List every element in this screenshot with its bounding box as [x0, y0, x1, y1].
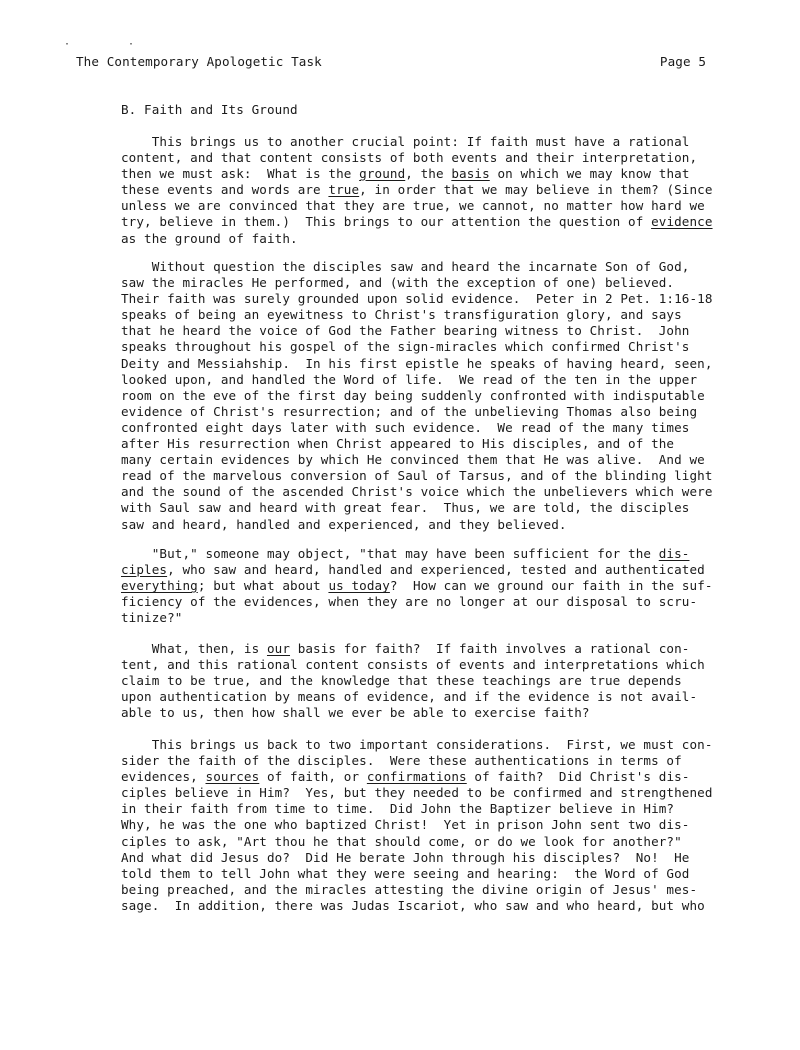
text-line — [121, 182, 741, 198]
text-line — [121, 866, 741, 882]
text-run: basis for faith? If faith involves a rational con- — [290, 641, 690, 656]
text-line — [121, 689, 741, 705]
text-run: evidences, — [121, 769, 206, 785]
text-run: speaks of being an eyewitness to Christ's transfiguration glory, and says — [121, 307, 682, 323]
stray-mark: · — [64, 39, 71, 50]
text-run: Their faith was surely grounded upon solid evidence. Peter in 2 Pet. 1:16-18 — [121, 291, 713, 307]
text-run: that he heard the voice of God the Father bearing witness to Christ. John — [121, 323, 690, 339]
underlined-text: ciples — [121, 562, 168, 578]
text-line — [121, 500, 741, 516]
text-run: "But," someone may object, "that may have been sufficient for the — [121, 546, 659, 561]
text-line — [121, 817, 741, 833]
stray-mark: · — [128, 39, 135, 50]
text-line — [121, 372, 741, 388]
text-run: saw the miracles He performed, and (with the exception of one) believed. — [121, 275, 675, 291]
text-line — [121, 850, 741, 866]
text-run: told them to tell John what they were seeing and hearing: the Word of God — [121, 865, 690, 881]
paragraph-1 — [121, 134, 741, 247]
text-line — [121, 291, 741, 307]
text-run: able to us, then how shall we ever be able to exercise faith? — [121, 705, 590, 721]
text-run: after His resurrection when Christ appeared to His disciples, and of the — [121, 436, 675, 452]
paragraph-4 — [121, 641, 741, 721]
document-title: The Contemporary Apologetic Task — [76, 54, 322, 69]
text-run: This brings us back to two important considerations. First, we must con- — [121, 737, 713, 752]
text-run: , the — [405, 166, 452, 182]
text-line — [121, 166, 741, 182]
text-line — [121, 594, 741, 610]
text-run: , who saw and heard, handled and experienced, tested and authenticated — [167, 562, 705, 578]
text-line — [121, 641, 741, 657]
text-run: And what did Jesus do? Did He berate John through his disciples? No! He — [121, 849, 690, 865]
paragraph-3 — [121, 546, 741, 626]
text-line — [121, 484, 741, 500]
text-line — [121, 801, 741, 817]
text-line — [121, 753, 741, 769]
text-line — [121, 737, 741, 753]
text-run: try, believe in them.) This brings to our attention the question of — [121, 214, 652, 230]
text-run: being preached, and the miracles attesting the divine origin of Jesus' mes- — [121, 881, 698, 897]
text-run: on which we may know that — [489, 166, 690, 182]
text-line — [121, 436, 741, 452]
text-line — [121, 339, 741, 355]
paragraph-2 — [121, 259, 741, 533]
text-line — [121, 673, 741, 689]
text-line — [121, 705, 741, 721]
text-line — [121, 834, 741, 850]
text-run: ? How can we ground our faith in the suf- — [389, 578, 713, 594]
text-line — [121, 898, 741, 914]
text-run: many certain evidences by which He convinced them that He was alive. And we — [121, 452, 705, 468]
text-run: with Saul saw and heard with great fear. Thus, we are told, the disciples — [121, 500, 690, 516]
text-line — [121, 275, 741, 291]
text-run: ciples believe in Him? Yes, but they needed to be confirmed and strengthened — [121, 785, 713, 801]
text-run: content, and that content consists of both events and their interpretation, — [121, 150, 698, 166]
text-line — [121, 562, 741, 578]
text-line — [121, 657, 741, 673]
text-run: read of the marvelous conversion of Saul of Tarsus, and of the blinding light — [121, 468, 713, 484]
text-run: Without question the disciples saw and heard the incarnate Son of God, — [121, 259, 690, 274]
text-line — [121, 420, 741, 436]
text-line — [121, 404, 741, 420]
text-line — [121, 307, 741, 323]
text-run: these events and words are — [121, 182, 329, 198]
text-run: unless we are convinced that they are true, we cannot, no matter how hard we — [121, 198, 705, 214]
text-run: tinize?" — [121, 610, 183, 626]
text-run: What, then, is — [121, 641, 267, 656]
text-line — [121, 785, 741, 801]
page-number: Page 5 — [659, 54, 706, 69]
text-line — [121, 214, 741, 230]
text-line — [121, 134, 741, 150]
text-line — [121, 546, 741, 562]
text-run: evidence of Christ's resurrection; and of the unbelieving Thomas also being — [121, 403, 698, 419]
text-line — [121, 610, 741, 626]
text-line — [121, 769, 741, 785]
text-run: and the sound of the ascended Christ's voice which the unbelievers which were — [121, 484, 713, 500]
text-line — [121, 468, 741, 484]
text-line — [121, 323, 741, 339]
text-line — [121, 356, 741, 372]
text-run: then we must ask: What is the — [121, 166, 360, 182]
text-run: of faith? Did Christ's dis- — [466, 769, 690, 785]
text-run: ciples to ask, "Art thou he that should come, or do we look for another?" — [121, 833, 682, 849]
text-line — [121, 259, 741, 275]
text-run: room on the eve of the first day being suddenly confronted with indisputable — [121, 387, 705, 403]
text-run: speaks throughout his gospel of the sign-miracles which confirmed Christ's — [121, 339, 690, 355]
text-run: ficiency of the evidences, when they are no longer at our disposal to scru- — [121, 594, 698, 610]
text-line — [121, 198, 741, 214]
text-run: , in order that we may believe in them? (Since — [359, 182, 713, 198]
underlined-text: confirmations — [366, 769, 467, 785]
text-run: upon authentication by means of evidence, and if the evidence is not avail- — [121, 689, 698, 705]
underlined-text: everything — [121, 578, 198, 594]
text-run: This brings us to another crucial point: If faith must have a rational — [121, 134, 690, 149]
text-run: Deity and Messiahship. In his first epistle he speaks of having heard, seen, — [121, 355, 713, 371]
underlined-text: sources — [205, 769, 260, 785]
text-line — [121, 150, 741, 166]
text-run: tent, and this rational content consists of events and interpretations which — [121, 657, 705, 673]
underlined-text: basis — [451, 166, 490, 182]
text-run: of faith, or — [259, 769, 367, 785]
text-line — [121, 578, 741, 594]
text-run: saw and heard, handled and experienced, and they believed. — [121, 516, 567, 532]
underlined-text: true — [328, 182, 360, 198]
text-line — [121, 882, 741, 898]
underlined-text: evidence — [651, 214, 713, 230]
underlined-text: ground — [359, 166, 406, 182]
underlined-text: our — [266, 641, 291, 656]
text-run: Why, he was the one who baptized Christ! Yet in prison John sent two dis- — [121, 817, 690, 833]
text-line — [121, 517, 741, 533]
text-run: ; but what about — [197, 578, 329, 594]
text-run: as the ground of faith. — [121, 230, 298, 246]
section-heading: B. Faith and Its Ground — [121, 102, 298, 117]
underlined-text: dis- — [658, 546, 690, 561]
text-run: sider the faith of the disciples. Were these authentications in terms of — [121, 753, 682, 769]
paragraph-5 — [121, 737, 741, 914]
text-run: in their faith from time to time. Did John the Baptizer believe in Him? — [121, 801, 675, 817]
running-header — [76, 54, 706, 74]
text-run: claim to be true, and the knowledge that these teachings are true depends — [121, 673, 682, 689]
text-line — [121, 388, 741, 404]
text-line — [121, 452, 741, 468]
text-run: looked upon, and handled the Word of life. We read of the ten in the upper — [121, 371, 698, 387]
text-run: confronted eight days later with such evidence. We read of the many times — [121, 419, 690, 435]
underlined-text: us today — [328, 578, 390, 594]
text-run: sage. In addition, there was Judas Iscariot, who saw and who heard, but who — [121, 897, 705, 913]
text-line — [121, 231, 741, 247]
